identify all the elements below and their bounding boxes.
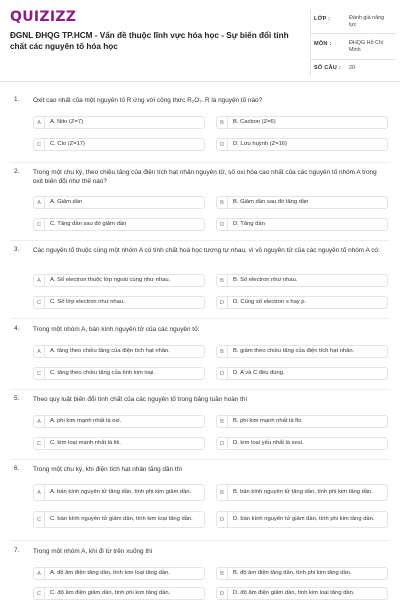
option-text: C. Số lớp electron như nhau. — [50, 299, 125, 305]
option-text: B. phi kim mạnh nhất là flo. — [233, 418, 303, 424]
option-text: C. độ âm điện giảm dần, tính phi kim tăng dần. — [50, 590, 171, 596]
option-letter: B — [217, 346, 228, 357]
meta-value-subject: ĐHQG Hồ Chí Minh — [349, 40, 384, 53]
option-text: D. kim loại yếu nhất là xesi. — [233, 440, 304, 446]
option-text: A. Nito (Z=7) — [50, 119, 84, 125]
worksheet-title: ĐGNL ĐHQG TP.HCM - Vấn đề thuộc lĩnh vực hóa học - Sự biến đổi tính chất các nguyên tố hóa học — [10, 31, 289, 51]
worksheet-meta — [310, 10, 395, 76]
question-divider — [10, 162, 390, 163]
option-text: B. Giảm dần sau đó tăng dần — [233, 199, 309, 205]
option-text: C. tăng theo chiều tăng của tính kim loại. — [50, 370, 156, 376]
option-c[interactable] — [33, 437, 205, 450]
option-b[interactable] — [216, 484, 388, 501]
option-c[interactable] — [33, 218, 205, 231]
option-letter: B — [217, 117, 228, 128]
option-text: A. phi kim mạnh nhất là oxi. — [50, 418, 122, 424]
option-text: C. bán kính nguyên tử giảm dần, tính kim loại tăng dần. — [50, 516, 193, 522]
option-text: D. Cùng số electron s hay p. — [233, 299, 307, 305]
option-text: D. Tăng dần — [233, 221, 265, 227]
option-letter: A — [34, 117, 45, 128]
option-text: A. Giảm dần — [50, 199, 83, 205]
meta-value-class: Đánh giá năng lực — [349, 15, 385, 28]
option-a[interactable] — [33, 484, 205, 501]
option-a[interactable] — [33, 274, 205, 287]
option-letter: C — [34, 438, 45, 449]
option-text: A. Số electron thuộc lớp ngoài cùng như nhau. — [50, 277, 171, 283]
option-c[interactable] — [33, 511, 205, 528]
option-c[interactable] — [33, 138, 205, 151]
question-text: Theo quy luật biến đổi tính chất của các nguyên tố trong bảng tuần hoàn thì — [33, 396, 248, 403]
option-text: A. bán kính nguyên tử tăng dần, tính phi kim giảm dần. — [50, 489, 192, 495]
option-letter: A — [34, 197, 45, 208]
option-letter: B — [217, 197, 228, 208]
question-number: 3. — [14, 246, 20, 253]
meta-row-count — [311, 60, 396, 76]
quizizz-logo: QUIZIZZ — [10, 9, 77, 25]
option-letter: D — [217, 512, 228, 527]
option-a[interactable] — [33, 116, 205, 129]
question-number: 2. — [14, 168, 20, 175]
option-b[interactable] — [216, 415, 388, 428]
option-a[interactable] — [33, 196, 205, 209]
question-number: 6. — [14, 465, 20, 472]
meta-label-class: LỚP : — [314, 16, 331, 22]
option-text: B. độ âm điện tăng dần, tính phi kim tăng dần. — [233, 570, 352, 576]
option-letter: A — [34, 275, 45, 286]
option-letter: D — [217, 139, 228, 150]
option-a[interactable] — [33, 345, 205, 358]
option-letter: B — [217, 568, 228, 579]
question-text: Trong một nhóm A, bán kính nguyên tử của các nguyên tố: — [33, 326, 200, 333]
option-b[interactable] — [216, 274, 388, 287]
question-divider — [10, 389, 390, 390]
question-number: 5. — [14, 395, 20, 402]
option-text: C. Clo (Z=17) — [50, 141, 85, 147]
option-a[interactable] — [33, 415, 205, 428]
option-d[interactable] — [216, 138, 388, 151]
option-b[interactable] — [216, 116, 388, 129]
option-letter: C — [34, 297, 45, 308]
meta-label-subject: MÔN : — [314, 41, 332, 47]
option-letter: A — [34, 346, 45, 357]
option-letter: A — [34, 485, 45, 500]
option-a[interactable] — [33, 567, 205, 580]
option-letter: C — [34, 139, 45, 150]
option-text: B. giảm theo chiều tăng của điện tích hạt nhân. — [233, 348, 355, 354]
worksheet-header — [0, 0, 400, 82]
meta-value-count: 20 — [349, 65, 355, 71]
question-number: 1. — [14, 96, 20, 103]
option-b[interactable] — [216, 345, 388, 358]
option-d[interactable] — [216, 296, 388, 309]
question-divider — [10, 459, 390, 460]
option-d[interactable] — [216, 511, 388, 528]
question-text: Trong một chu kỳ, khi điện tích hạt nhân tăng dần thì — [33, 466, 182, 473]
option-letter: B — [217, 416, 228, 427]
meta-row-subject — [311, 34, 396, 60]
question-divider — [10, 240, 390, 241]
option-letter: C — [34, 588, 45, 599]
option-letter: D — [217, 438, 228, 449]
option-text: C. kim loại mạnh nhất là liti. — [50, 440, 121, 446]
option-letter: A — [34, 416, 45, 427]
option-c[interactable] — [33, 367, 205, 380]
question-text: Oxit cao nhất của một nguyên tố R ứng với công thức R₂O₇. R là nguyên tố nào? — [33, 97, 263, 104]
question-number: 4. — [14, 325, 20, 332]
option-letter: B — [217, 485, 228, 500]
option-c[interactable] — [33, 296, 205, 309]
option-text: D. A và C đều đúng. — [233, 370, 285, 376]
option-text: D. Lưu huỳnh (Z=16) — [233, 141, 287, 147]
option-d[interactable] — [216, 367, 388, 380]
option-text: D. bán kính nguyên tử giảm dần, tính phi kim tăng dần. — [233, 516, 375, 522]
option-text: B. Số electron như nhau. — [233, 277, 298, 283]
option-text: D. độ âm điện giảm dần, tính kim loại tăng dần. — [233, 590, 355, 596]
question-number: 7. — [14, 547, 20, 554]
option-text: B. bán kính nguyên tử tăng dần, tính phi kim tăng dần. — [233, 489, 373, 495]
question-text: Trong một nhóm A, khi đi từ trên xuống thì — [33, 548, 153, 555]
question-text: Các nguyên tố thuộc cùng một nhóm A có tính chất hoá học tương tự nhau, vì vỏ nguyên tử của các nguyên tố nhóm A có: — [33, 247, 380, 254]
option-letter: D — [217, 588, 228, 599]
meta-row-class — [311, 10, 396, 34]
option-c[interactable] — [33, 587, 205, 600]
option-letter: C — [34, 512, 45, 527]
option-letter: A — [34, 568, 45, 579]
option-letter: D — [217, 297, 228, 308]
question-text: Trong một chu kỳ, theo chiều tăng của điện tích hạt nhân nguyên tử, số oxi hóa cao nhất của các nguyên tố nhóm A trong oxit biến đổi như thế nào? — [33, 169, 377, 185]
option-letter: C — [34, 219, 45, 230]
option-letter: D — [217, 219, 228, 230]
option-text: C. Tăng dần sau đó giảm dần — [50, 221, 127, 227]
option-b[interactable] — [216, 196, 388, 209]
option-text: A. tăng theo chiều tăng của điện tích hạt nhân. — [50, 348, 170, 354]
option-d[interactable] — [216, 587, 388, 600]
option-d[interactable] — [216, 437, 388, 450]
option-letter: D — [217, 368, 228, 379]
option-b[interactable] — [216, 567, 388, 580]
option-letter: B — [217, 275, 228, 286]
option-text: B. Cacbon (Z=6) — [233, 119, 276, 125]
meta-label-count: SỐ CÂU : — [314, 65, 341, 71]
option-text: A. độ âm điện tăng dần, tính kim loại tăng dần. — [50, 570, 170, 576]
option-letter: C — [34, 368, 45, 379]
question-divider — [10, 318, 390, 319]
option-d[interactable] — [216, 218, 388, 231]
question-divider — [10, 540, 390, 541]
